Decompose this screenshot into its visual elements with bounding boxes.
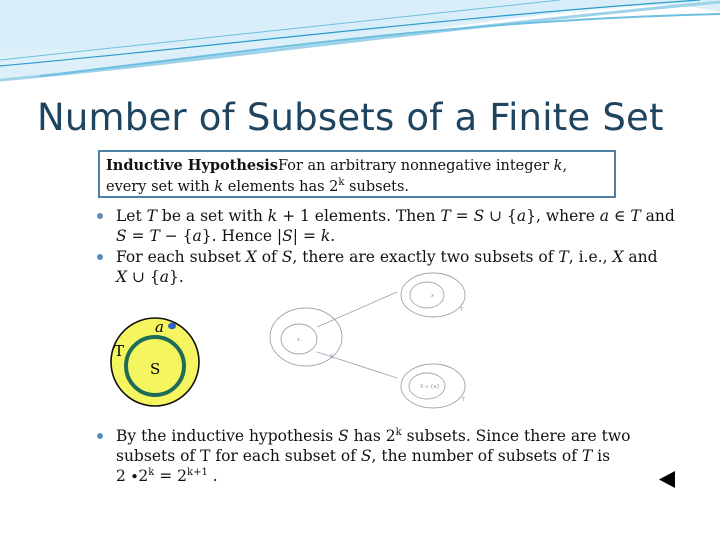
- label-S: S: [150, 360, 161, 378]
- var-a: a: [192, 227, 202, 245]
- var-S: S: [338, 427, 349, 445]
- venn-t-s: [111, 318, 199, 406]
- text: subsets of T for each subset of: [116, 447, 361, 465]
- bullet-icon: [97, 213, 103, 219]
- text: For each subset: [116, 248, 246, 266]
- var-a: a: [599, 207, 610, 225]
- text: }. Hence |: [201, 227, 283, 245]
- page-title: Number of Subsets of a Finite Set: [37, 96, 664, 139]
- text: ∈: [609, 207, 631, 225]
- list-item: [96, 426, 656, 486]
- text: of: [256, 248, 282, 266]
- var-T: T: [440, 207, 451, 225]
- bullet-icon: [97, 433, 103, 439]
- text: and: [640, 207, 675, 225]
- var-X: X: [245, 248, 257, 266]
- hypothesis-line-2: [106, 177, 608, 198]
- text: .: [330, 227, 336, 245]
- exponent-k: k: [338, 177, 345, 189]
- var-X: X: [612, 248, 624, 266]
- list-item: [96, 206, 696, 246]
- text: }.: [169, 268, 184, 286]
- var-k: k: [553, 158, 563, 174]
- label-T: T: [114, 342, 125, 360]
- var-k: k: [320, 227, 331, 245]
- bullet-3-line-3: [116, 466, 656, 486]
- exponent-k-plus-1: k+1: [187, 466, 208, 478]
- var-T: T: [558, 248, 569, 266]
- hypothesis-label: Inductive Hypothesis: [106, 157, 278, 174]
- text: + 1 elements. Then: [277, 207, 441, 225]
- arrow-up: [317, 292, 397, 327]
- text: − {: [159, 227, 193, 245]
- hypothesis-text-2: every set with: [106, 179, 215, 195]
- header-banner: [0, 0, 720, 85]
- var-a: a: [516, 207, 527, 225]
- small-label-T: T: [460, 307, 464, 313]
- bullet-1-line-1: [116, 206, 696, 226]
- text: = 2: [154, 467, 188, 485]
- var-S: S: [116, 227, 127, 245]
- text: =: [450, 207, 474, 225]
- bullet-3-line-1: [116, 426, 656, 446]
- text: is: [592, 447, 611, 465]
- exponent-k: k: [148, 466, 155, 478]
- set-diagram: [98, 270, 490, 420]
- hypothesis-text-3: elements has 2: [223, 179, 339, 195]
- small-label-x-mid: x: [297, 337, 300, 343]
- element-a-dot: [168, 323, 176, 329]
- var-X: X: [116, 268, 128, 286]
- hypothesis-line-1: [106, 155, 608, 177]
- text: | =: [292, 227, 321, 245]
- var-T: T: [630, 207, 641, 225]
- var-k: k: [214, 179, 224, 195]
- text: }, where: [526, 207, 600, 225]
- text: Let: [116, 207, 147, 225]
- var-k: k: [267, 207, 278, 225]
- hypothesis-punct: ,: [562, 158, 568, 174]
- text: has 2: [348, 427, 396, 445]
- var-S: S: [281, 248, 293, 266]
- var-T: T: [581, 447, 593, 465]
- hypothesis-text-4: subsets.: [344, 179, 410, 195]
- bullet-1-line-2: [116, 226, 696, 246]
- text: be a set with: [156, 207, 268, 225]
- text: subsets. Since there are two: [401, 427, 631, 445]
- hypothesis-text: For an arbitrary nonnegative integer: [277, 158, 554, 174]
- var-T: T: [149, 227, 160, 245]
- var-S: S: [282, 227, 293, 245]
- text: , the number of subsets of: [371, 447, 582, 465]
- inductive-hypothesis-box: [98, 150, 616, 198]
- text: 2 ∙2: [116, 467, 149, 485]
- bullet-list-2: [96, 426, 656, 487]
- text: ∪ {: [127, 268, 160, 286]
- bullet-icon: [97, 254, 103, 260]
- text: =: [126, 227, 150, 245]
- arrow-down: [317, 352, 397, 378]
- text: , there are exactly two subsets of: [292, 248, 559, 266]
- exponent-k: k: [395, 426, 402, 438]
- small-label-xa: X ∪ {a}: [420, 384, 440, 390]
- text: By the inductive hypothesis: [116, 427, 339, 445]
- top-inner-set: [410, 282, 444, 308]
- text: and: [623, 248, 658, 266]
- small-label-S: S: [330, 354, 334, 360]
- var-S: S: [360, 447, 372, 465]
- bullet-3-line-2: [116, 446, 656, 466]
- small-label-x: x: [431, 293, 434, 299]
- bullet-2-line-1: [116, 247, 696, 267]
- var-S: S: [473, 207, 485, 225]
- mapping-labels: [297, 293, 466, 403]
- text: ∪ {: [484, 207, 517, 225]
- var-T: T: [146, 207, 157, 225]
- back-arrow-icon[interactable]: [659, 471, 675, 488]
- small-label-T-2: T: [462, 397, 466, 403]
- label-a: a: [155, 318, 164, 336]
- var-a: a: [159, 268, 169, 286]
- text: , i.e.,: [568, 248, 613, 266]
- text: .: [207, 467, 218, 485]
